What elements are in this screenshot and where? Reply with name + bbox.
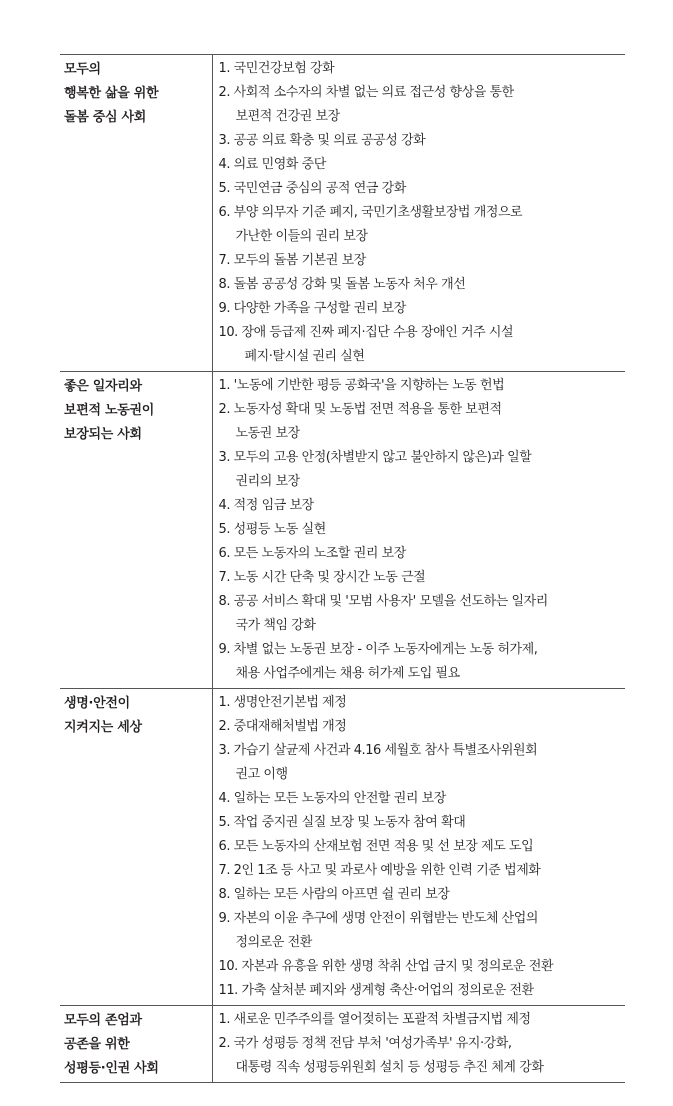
policy-item-continuation: 폐지·탈시설 권리 실현 xyxy=(244,349,365,364)
policy-item-text: 2. 노동자성 확대 및 노동법 전면 적용을 통한 보편적 xyxy=(218,402,502,417)
section-row xyxy=(60,1006,625,1083)
policy-item xyxy=(219,321,626,369)
policy-item-text: 1. '노동에 기반한 평등 공화국'을 지향하는 노동 헌법 xyxy=(218,378,505,393)
policy-item-text: 2. 국가 성평등 정책 전담 부처 '여성가족부' 유지·강화, xyxy=(218,1036,512,1051)
policy-item xyxy=(219,739,626,787)
policy-items-cell xyxy=(212,689,625,1006)
category-title-line: 성평등·인권 사회 xyxy=(64,1061,159,1076)
policy-items-cell xyxy=(212,55,625,372)
policy-item xyxy=(219,859,626,883)
policy-item-continuation: 권고 이행 xyxy=(235,767,288,782)
category-title-line: 보장되는 사회 xyxy=(64,427,142,442)
policy-item xyxy=(219,273,626,297)
category-title-line: 보편적 노동권이 xyxy=(64,403,155,418)
policy-item-text: 5. 작업 중지권 실질 보장 및 노동자 참여 확대 xyxy=(218,815,466,830)
policy-item-text: 10. 장애 등급제 진짜 폐지·집단 수용 장애인 거주 시설 xyxy=(218,325,514,340)
policy-item xyxy=(219,57,626,81)
category-cell xyxy=(60,372,212,689)
policy-item-text: 2. 중대재해처벌법 개정 xyxy=(218,719,347,734)
section-row xyxy=(60,689,625,1006)
policy-item-continuation: 가난한 이들의 권리 보장 xyxy=(235,229,368,244)
policy-item-text: 6. 모든 노동자의 산재보험 전면 적용 및 선 보장 제도 도입 xyxy=(218,839,534,854)
policy-item-continuation: 보편적 건강권 보장 xyxy=(235,109,340,124)
policy-item xyxy=(219,249,626,273)
policy-item-continuation: 대통령 직속 성평등위원회 설치 등 성평등 추진 체계 강화 xyxy=(235,1060,544,1075)
policy-item-text: 8. 일하는 모든 사람의 아프면 쉴 권리 보장 xyxy=(218,887,450,902)
policy-item-text: 4. 적정 임금 보장 xyxy=(218,498,314,513)
section-row xyxy=(60,55,625,372)
policy-item xyxy=(219,590,626,638)
policy-item xyxy=(219,811,626,835)
policy-item-text: 9. 다양한 가족을 구성할 권리 보장 xyxy=(218,301,406,316)
policy-item xyxy=(219,398,626,446)
policy-item xyxy=(219,691,626,715)
policy-item-text: 3. 가습기 살균제 사건과 4.16 세월호 참사 특별조사위원회 xyxy=(218,743,538,758)
policy-item xyxy=(219,129,626,153)
document-page xyxy=(60,54,625,1083)
policy-item-text: 5. 성평등 노동 실현 xyxy=(218,522,326,537)
section-row xyxy=(60,372,625,689)
policy-item-text: 9. 자본의 이윤 추구에 생명 안전이 위협받는 반도체 산업의 xyxy=(218,911,538,926)
category-cell xyxy=(60,689,212,1006)
policy-items-cell xyxy=(212,1006,625,1083)
policy-item xyxy=(219,177,626,201)
policy-item-text: 4. 일하는 모든 노동자의 안전할 권리 보장 xyxy=(218,791,446,806)
policy-item-text: 3. 공공 의료 확충 및 의료 공공성 강화 xyxy=(218,133,426,148)
policy-item xyxy=(219,374,626,398)
category-title-line: 행복한 삶을 위한 xyxy=(64,86,159,101)
category-cell xyxy=(60,55,212,372)
policy-item-text: 6. 부양 의무자 기준 폐지, 국민기초생활보장법 개정으로 xyxy=(218,205,523,220)
policy-item-continuation: 국가 책임 강화 xyxy=(235,618,316,633)
policy-table-body xyxy=(60,55,625,1083)
policy-item xyxy=(219,542,626,566)
policy-item xyxy=(219,297,626,321)
policy-item xyxy=(219,638,626,686)
policy-item-text: 8. 돌봄 공공성 강화 및 돌봄 노동자 처우 개선 xyxy=(218,277,466,292)
policy-item-text: 4. 의료 민영화 중단 xyxy=(218,157,326,172)
policy-item xyxy=(219,979,626,1003)
policy-item xyxy=(219,907,626,955)
policy-item-text: 3. 모두의 고용 안정(차별받지 않고 불안하지 않은)과 일할 xyxy=(218,450,532,465)
category-title-line: 돌봄 중심 사회 xyxy=(64,110,146,125)
policy-item xyxy=(219,787,626,811)
category-title-line: 지켜지는 세상 xyxy=(64,720,142,735)
policy-item-continuation: 노동권 보장 xyxy=(235,426,300,441)
policy-item xyxy=(219,518,626,542)
policy-item-text: 7. 모두의 돌봄 기본권 보장 xyxy=(218,253,366,268)
policy-items-cell xyxy=(212,372,625,689)
policy-item-text: 11. 가축 살처분 폐지와 생계형 축산·어업의 정의로운 전환 xyxy=(218,983,534,998)
category-title-line: 생명·안전이 xyxy=(64,696,130,711)
category-cell xyxy=(60,1006,212,1083)
category-title-line: 모두의 존엄과 xyxy=(64,1013,142,1028)
policy-item xyxy=(219,566,626,590)
policy-item xyxy=(219,715,626,739)
policy-item xyxy=(219,153,626,177)
policy-item-text: 8. 공공 서비스 확대 및 '모범 사용자' 모델을 선도하는 일자리 xyxy=(218,594,548,609)
policy-item-text: 6. 모든 노동자의 노조할 권리 보장 xyxy=(218,546,406,561)
policy-item xyxy=(219,1008,626,1032)
policy-item-continuation: 정의로운 전환 xyxy=(235,935,312,950)
policy-item-text: 1. 생명안전기본법 제정 xyxy=(218,695,347,710)
policy-item-text: 10. 자본과 유흥을 위한 생명 착취 산업 금지 및 정의로운 전환 xyxy=(218,959,554,974)
policy-item-text: 2. 사회적 소수자의 차별 없는 의료 접근성 향상을 통한 xyxy=(218,85,514,100)
category-title-line: 공존을 위한 xyxy=(64,1037,130,1052)
policy-item-text: 7. 노동 시간 단축 및 장시간 노동 근절 xyxy=(218,570,426,585)
policy-item xyxy=(219,494,626,518)
policy-item xyxy=(219,955,626,979)
policy-item xyxy=(219,1032,626,1080)
policy-item-continuation: 채용 사업주에게는 채용 허가제 도입 필요 xyxy=(235,666,460,681)
policy-table xyxy=(60,54,625,1083)
policy-item xyxy=(219,81,626,129)
policy-item-text: 7. 2인 1조 등 사고 및 과로사 예방을 위한 인력 기준 법제화 xyxy=(218,863,541,878)
policy-item-text: 1. 국민건강보험 강화 xyxy=(218,61,335,76)
policy-item-continuation: 권리의 보장 xyxy=(235,474,300,489)
policy-item xyxy=(219,835,626,859)
policy-item xyxy=(219,446,626,494)
policy-item xyxy=(219,201,626,249)
policy-item-text: 5. 국민연금 중심의 공적 연금 강화 xyxy=(218,181,406,196)
policy-item xyxy=(219,883,626,907)
policy-item-text: 9. 차별 없는 노동권 보장 - 이주 노동자에게는 노동 허가제, xyxy=(218,642,538,657)
category-title-line: 좋은 일자리와 xyxy=(64,379,142,394)
category-title-line: 모두의 xyxy=(64,62,101,77)
policy-item-text: 1. 새로운 민주주의를 열어젖히는 포괄적 차별금지법 제정 xyxy=(218,1012,531,1027)
